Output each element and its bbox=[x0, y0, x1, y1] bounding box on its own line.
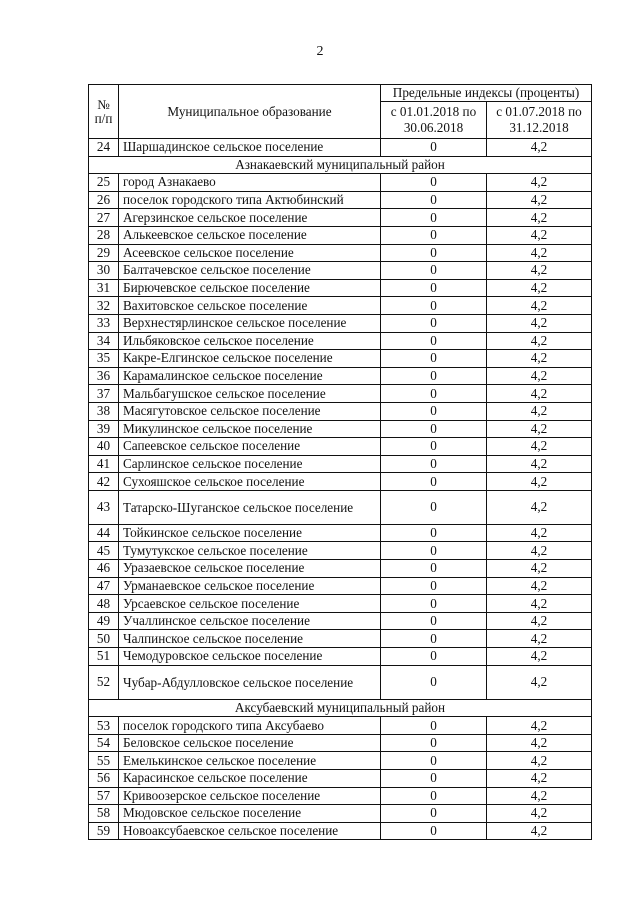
index-period-2: 4,2 bbox=[487, 438, 592, 456]
municipality-name: Мальбагушское сельское поселение bbox=[119, 385, 381, 403]
municipality-name: Чалпинское сельское поселение bbox=[119, 630, 381, 648]
index-period-2: 4,2 bbox=[487, 648, 592, 666]
index-period-2: 4,2 bbox=[487, 367, 592, 385]
row-number: 54 bbox=[89, 734, 119, 752]
municipality-name: поселок городского типа Актюбинский bbox=[119, 191, 381, 209]
index-period-2: 4,2 bbox=[487, 279, 592, 297]
index-period-2: 4,2 bbox=[487, 595, 592, 613]
index-period-2: 4,2 bbox=[487, 209, 592, 227]
index-period-1: 0 bbox=[381, 402, 487, 420]
index-period-2: 4,2 bbox=[487, 385, 592, 403]
index-period-2: 4,2 bbox=[487, 490, 592, 524]
table-row bbox=[89, 209, 592, 227]
index-period-1: 0 bbox=[381, 438, 487, 456]
table-row bbox=[89, 717, 592, 735]
table-row bbox=[89, 752, 592, 770]
index-period-1: 0 bbox=[381, 524, 487, 542]
row-number: 59 bbox=[89, 822, 119, 840]
index-period-2: 4,2 bbox=[487, 139, 592, 157]
municipality-name: поселок городского типа Аксубаево bbox=[119, 717, 381, 735]
municipality-name: Агерзинское сельское поселение bbox=[119, 209, 381, 227]
index-period-2: 4,2 bbox=[487, 752, 592, 770]
row-number: 38 bbox=[89, 402, 119, 420]
index-period-1: 0 bbox=[381, 490, 487, 524]
municipality-name: Шаршадинское сельское поселение bbox=[119, 139, 381, 157]
row-number: 36 bbox=[89, 367, 119, 385]
row-number: 43 bbox=[89, 490, 119, 524]
row-number: 55 bbox=[89, 752, 119, 770]
row-number: 32 bbox=[89, 297, 119, 315]
index-period-1: 0 bbox=[381, 262, 487, 280]
row-number: 40 bbox=[89, 438, 119, 456]
table-row bbox=[89, 226, 592, 244]
index-period-2: 4,2 bbox=[487, 717, 592, 735]
index-period-2: 4,2 bbox=[487, 402, 592, 420]
row-number: 45 bbox=[89, 542, 119, 560]
index-period-1: 0 bbox=[381, 350, 487, 368]
table-row bbox=[89, 577, 592, 595]
row-number: 57 bbox=[89, 787, 119, 805]
row-number: 35 bbox=[89, 350, 119, 368]
row-number: 26 bbox=[89, 191, 119, 209]
index-period-2: 4,2 bbox=[487, 612, 592, 630]
index-period-1: 0 bbox=[381, 752, 487, 770]
index-period-1: 0 bbox=[381, 174, 487, 192]
row-number: 46 bbox=[89, 560, 119, 578]
row-number: 49 bbox=[89, 612, 119, 630]
municipality-name: Татарско-Шуганское сельское поселение bbox=[119, 490, 381, 524]
municipality-name: Тумутукское сельское поселение bbox=[119, 542, 381, 560]
index-period-1: 0 bbox=[381, 648, 487, 666]
district-name: Азнакаевский муниципальный район bbox=[89, 156, 592, 174]
municipality-name: Уразаевское сельское поселение bbox=[119, 560, 381, 578]
municipality-name: Верхнестярлинское сельское поселение bbox=[119, 314, 381, 332]
municipality-name: Чубар-Абдулловское сельское поселение bbox=[119, 665, 381, 699]
table-row bbox=[89, 560, 592, 578]
table-row bbox=[89, 367, 592, 385]
table-row bbox=[89, 822, 592, 840]
district-row bbox=[89, 156, 592, 174]
table-row bbox=[89, 262, 592, 280]
municipality-name: Кривоозерское сельское поселение bbox=[119, 787, 381, 805]
header-municipality: Муниципальное образование bbox=[119, 85, 381, 139]
index-period-1: 0 bbox=[381, 367, 487, 385]
municipality-name: Балтачевское сельское поселение bbox=[119, 262, 381, 280]
table-row bbox=[89, 139, 592, 157]
municipality-name: Новоаксубаевское сельское поселение bbox=[119, 822, 381, 840]
table-row bbox=[89, 332, 592, 350]
table-row bbox=[89, 630, 592, 648]
index-period-2: 4,2 bbox=[487, 244, 592, 262]
index-period-1: 0 bbox=[381, 455, 487, 473]
index-period-1: 0 bbox=[381, 630, 487, 648]
table-row bbox=[89, 665, 592, 699]
index-period-2: 4,2 bbox=[487, 770, 592, 788]
row-number: 33 bbox=[89, 314, 119, 332]
table-row bbox=[89, 770, 592, 788]
index-period-2: 4,2 bbox=[487, 350, 592, 368]
row-number: 30 bbox=[89, 262, 119, 280]
district-name: Аксубаевский муниципальный район bbox=[89, 699, 592, 717]
index-period-1: 0 bbox=[381, 612, 487, 630]
index-period-2: 4,2 bbox=[487, 262, 592, 280]
row-number: 50 bbox=[89, 630, 119, 648]
index-period-2: 4,2 bbox=[487, 542, 592, 560]
row-number: 24 bbox=[89, 139, 119, 157]
table-row bbox=[89, 438, 592, 456]
header-num: № п/п bbox=[89, 85, 119, 139]
index-period-1: 0 bbox=[381, 717, 487, 735]
table-row bbox=[89, 385, 592, 403]
municipality-name: Емелькинское сельское поселение bbox=[119, 752, 381, 770]
index-period-2: 4,2 bbox=[487, 455, 592, 473]
row-number: 53 bbox=[89, 717, 119, 735]
municipality-name: Асеевское сельское поселение bbox=[119, 244, 381, 262]
district-row bbox=[89, 699, 592, 717]
index-period-1: 0 bbox=[381, 805, 487, 823]
row-number: 34 bbox=[89, 332, 119, 350]
row-number: 37 bbox=[89, 385, 119, 403]
municipality-name: Урманаевское сельское поселение bbox=[119, 577, 381, 595]
index-period-2: 4,2 bbox=[487, 226, 592, 244]
index-period-1: 0 bbox=[381, 297, 487, 315]
header-period-1: с 01.01.2018 по 30.06.2018 bbox=[381, 102, 487, 139]
index-period-2: 4,2 bbox=[487, 665, 592, 699]
municipality-name: Вахитовское сельское поселение bbox=[119, 297, 381, 315]
row-number: 44 bbox=[89, 524, 119, 542]
municipality-name: Сарлинское сельское поселение bbox=[119, 455, 381, 473]
table-row bbox=[89, 402, 592, 420]
index-period-2: 4,2 bbox=[487, 297, 592, 315]
index-period-2: 4,2 bbox=[487, 787, 592, 805]
table-row bbox=[89, 648, 592, 666]
index-period-1: 0 bbox=[381, 244, 487, 262]
row-number: 31 bbox=[89, 279, 119, 297]
index-period-2: 4,2 bbox=[487, 805, 592, 823]
row-number: 39 bbox=[89, 420, 119, 438]
municipality-name: Урсаевское сельское поселение bbox=[119, 595, 381, 613]
row-number: 58 bbox=[89, 805, 119, 823]
index-period-2: 4,2 bbox=[487, 734, 592, 752]
index-period-2: 4,2 bbox=[487, 191, 592, 209]
index-period-1: 0 bbox=[381, 473, 487, 491]
header-period-2: с 01.07.2018 по 31.12.2018 bbox=[487, 102, 592, 139]
index-period-2: 4,2 bbox=[487, 314, 592, 332]
table-row bbox=[89, 350, 592, 368]
table-row bbox=[89, 473, 592, 491]
page-number: 2 bbox=[316, 44, 324, 59]
index-period-2: 4,2 bbox=[487, 473, 592, 491]
municipality-name: Ильбяковское сельское поселение bbox=[119, 332, 381, 350]
municipality-name: Сухояшское сельское поселение bbox=[119, 473, 381, 491]
municipality-name: Тойкинское сельское поселение bbox=[119, 524, 381, 542]
index-period-1: 0 bbox=[381, 787, 487, 805]
municipality-name: Микулинское сельское поселение bbox=[119, 420, 381, 438]
municipality-name: Масягутовское сельское поселение bbox=[119, 402, 381, 420]
row-number: 48 bbox=[89, 595, 119, 613]
table-row bbox=[89, 612, 592, 630]
table-row bbox=[89, 191, 592, 209]
index-period-1: 0 bbox=[381, 332, 487, 350]
index-period-1: 0 bbox=[381, 385, 487, 403]
table-row bbox=[89, 297, 592, 315]
municipality-name: Сапеевское сельское поселение bbox=[119, 438, 381, 456]
index-period-1: 0 bbox=[381, 279, 487, 297]
table-row bbox=[89, 455, 592, 473]
row-number: 51 bbox=[89, 648, 119, 666]
index-period-1: 0 bbox=[381, 420, 487, 438]
table-row bbox=[89, 595, 592, 613]
index-period-1: 0 bbox=[381, 665, 487, 699]
index-period-1: 0 bbox=[381, 734, 487, 752]
municipality-name: Беловское сельское поселение bbox=[119, 734, 381, 752]
index-period-1: 0 bbox=[381, 226, 487, 244]
table-row bbox=[89, 734, 592, 752]
table-row bbox=[89, 174, 592, 192]
index-period-2: 4,2 bbox=[487, 560, 592, 578]
row-number: 42 bbox=[89, 473, 119, 491]
index-period-2: 4,2 bbox=[487, 577, 592, 595]
header-indices: Предельные индексы (проценты) bbox=[381, 85, 592, 102]
table-row bbox=[89, 244, 592, 262]
municipality-name: Мюдовское сельское поселение bbox=[119, 805, 381, 823]
index-period-1: 0 bbox=[381, 209, 487, 227]
index-period-2: 4,2 bbox=[487, 822, 592, 840]
row-number: 28 bbox=[89, 226, 119, 244]
indices-table bbox=[88, 84, 592, 840]
index-period-1: 0 bbox=[381, 314, 487, 332]
index-period-1: 0 bbox=[381, 595, 487, 613]
index-period-1: 0 bbox=[381, 822, 487, 840]
index-period-1: 0 bbox=[381, 542, 487, 560]
index-period-2: 4,2 bbox=[487, 420, 592, 438]
row-number: 56 bbox=[89, 770, 119, 788]
index-period-1: 0 bbox=[381, 560, 487, 578]
table-row bbox=[89, 490, 592, 524]
index-period-1: 0 bbox=[381, 191, 487, 209]
index-period-2: 4,2 bbox=[487, 332, 592, 350]
row-number: 47 bbox=[89, 577, 119, 595]
municipality-name: Бирючевское сельское поселение bbox=[119, 279, 381, 297]
index-period-1: 0 bbox=[381, 577, 487, 595]
municipality-name: Карасинское сельское поселение bbox=[119, 770, 381, 788]
municipality-name: Учаллинское сельское поселение bbox=[119, 612, 381, 630]
municipality-name: Какре-Елгинское сельское поселение bbox=[119, 350, 381, 368]
row-number: 27 bbox=[89, 209, 119, 227]
row-number: 29 bbox=[89, 244, 119, 262]
table-row bbox=[89, 279, 592, 297]
municipality-name: Карамалинское сельское поселение bbox=[119, 367, 381, 385]
row-number: 25 bbox=[89, 174, 119, 192]
row-number: 52 bbox=[89, 665, 119, 699]
index-period-1: 0 bbox=[381, 139, 487, 157]
row-number: 41 bbox=[89, 455, 119, 473]
table-row bbox=[89, 420, 592, 438]
table-row bbox=[89, 314, 592, 332]
municipality-name: город Азнакаево bbox=[119, 174, 381, 192]
index-period-2: 4,2 bbox=[487, 524, 592, 542]
index-period-1: 0 bbox=[381, 770, 487, 788]
index-period-2: 4,2 bbox=[487, 630, 592, 648]
table-row bbox=[89, 542, 592, 560]
municipality-name: Алькеевское сельское поселение bbox=[119, 226, 381, 244]
table-body bbox=[89, 139, 592, 840]
table-row bbox=[89, 787, 592, 805]
index-period-2: 4,2 bbox=[487, 174, 592, 192]
table-row bbox=[89, 805, 592, 823]
municipality-name: Чемодуровское сельское поселение bbox=[119, 648, 381, 666]
table-row bbox=[89, 524, 592, 542]
